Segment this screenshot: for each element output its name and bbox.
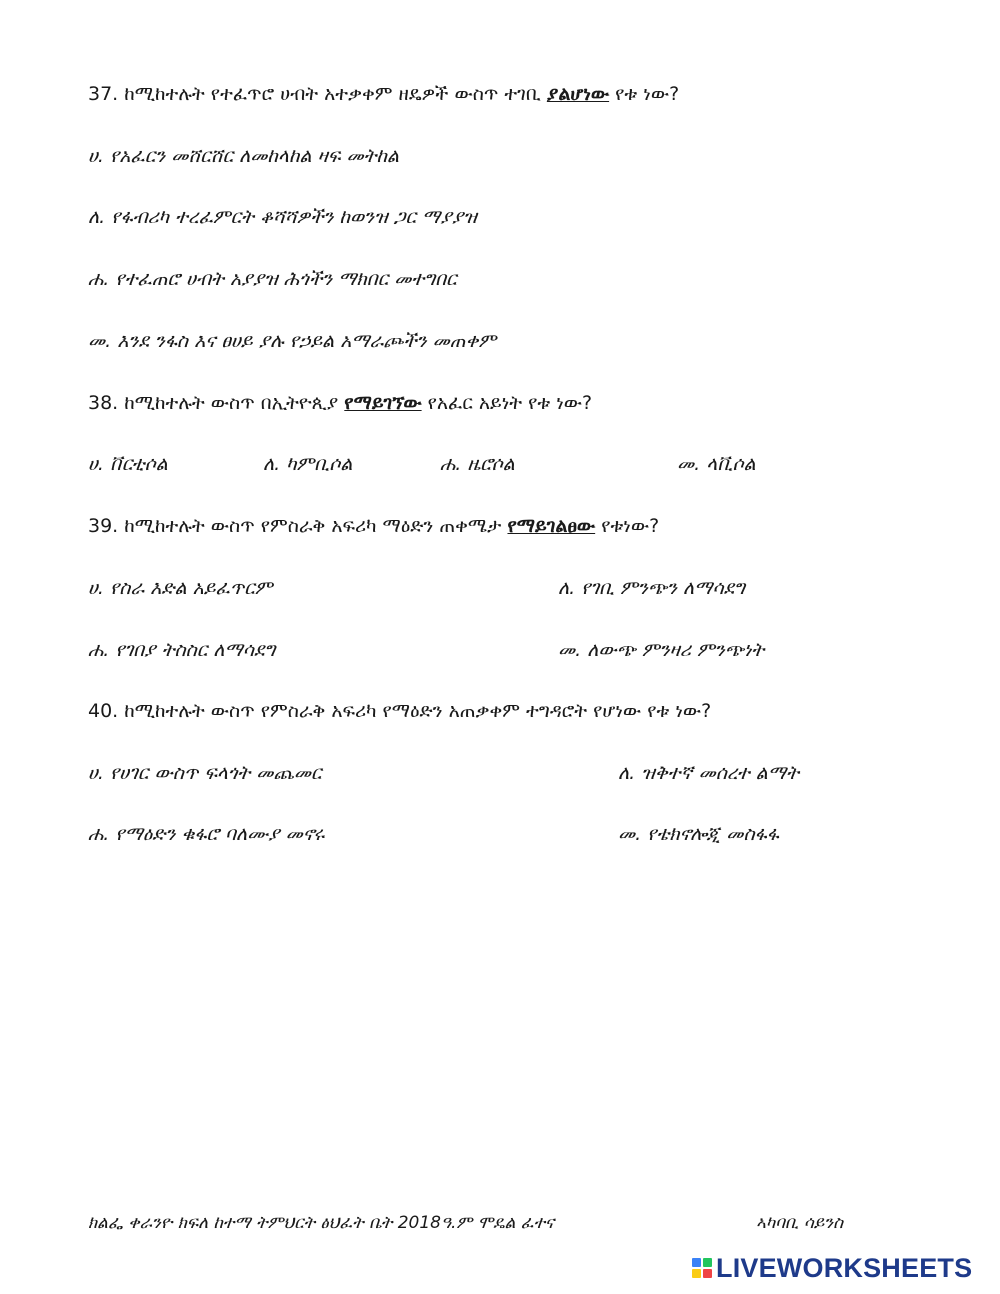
footer-school-info: ክልፌ ቀራንዮ ክፍለ ከተማ ትምህርት ፅህፈት ቤት 2018ዓ.ም ሞዴል ፈተና [88,1213,555,1233]
question-38-option-d: መ. ላቪሶል [677,453,756,475]
question-37-option-a: ሀ. የአፈርን መሸርሸር ለመከላከል ዛፍ መትከል [88,145,399,167]
question-40-option-c: ሐ. የማዕድን ቁፋሮ ባለሙያ መኖሩ [88,823,325,845]
question-40: 40. ከሚከተሉት ውስጥ የምስራቅ አፍሪካ የማዕድን አጠቃቀም ተግዳሮት የሆነው የቱ ነው? [88,700,712,722]
question-38-option-c: ሐ. ዜሮሶል [440,453,515,475]
question-38 [88,391,592,415]
question-37-option-d: መ. እንደ ንፋስ እና ፀሀይ ያሉ የኃይል አማራጮችን መጠቀም [88,330,497,352]
logo-square [692,1269,701,1278]
question-39-emphasis: የማይገልፀው [507,515,596,537]
question-37-option-b: ለ. የፋብሪካ ተረፈምርት ቆሻሻዎችን ከወንዝ ጋር ማያያዝ [88,206,477,228]
logo-square [703,1258,712,1267]
question-37-text-end: የቱ ነው? [609,83,680,105]
question-40-option-b: ለ. ዝቅተኛ መሰረተ ልማት [618,762,799,784]
question-37-option-c: ሐ. የተፈጠሮ ሀብት አያያዝ ሕጎችን ማክበር መተግበር [88,268,457,290]
question-39-text-end: የቱነው? [595,515,660,537]
liveworksheets-wordmark: LIVEWORKSHEETS [716,1252,973,1283]
footer-subject: ኣካባቢ ሳይንስ [756,1213,844,1233]
logo-square [703,1269,712,1278]
question-38-text-end: የአፈር አይነት የቱ ነው? [421,392,593,414]
question-37 [88,82,679,106]
question-39 [88,514,659,538]
question-39-option-a: ሀ. የስራ እድል አይፈጥርም [88,577,273,599]
question-40-option-d: መ. የቴክኖሎጂ መስፋፋ [618,823,779,845]
question-38-option-b: ለ. ካምቢሶል [263,453,353,475]
liveworksheets-logo[interactable] [692,1252,972,1284]
question-39-option-c: ሐ. የገበያ ትስስር ለማሳደግ [88,639,276,661]
question-37-emphasis: ያልሆነው [546,83,610,105]
question-37-text-start: 37. ከሚከተሉት የተፈጥሮ ሀብት አተቃቀም ዘዴዎች ውስጥ ተገቢ [88,83,547,105]
liveworksheets-logo-icon [692,1258,712,1278]
question-39-text-start: 39. ከሚከተሉት ውስጥ የምስራቅ አፍሪካ ማዕድን ጠቀሜታ [88,515,508,537]
question-38-option-a: ሀ. ቨርቲሶል [88,453,168,475]
question-38-emphasis: የማይገኘው [344,392,422,414]
question-40-option-a: ሀ. የሀገር ውስጥ ፍላጎት መጨመር [88,762,322,784]
question-38-text-start: 38. ከሚከተሉት ውስጥ በኢትዮጲያ [88,392,345,414]
question-39-option-d: መ. ለውጭ ምንዛሪ ምንጭነት [558,639,765,661]
question-39-option-b: ለ. የገቢ ምንጭን ለማሳደግ [558,577,745,599]
logo-square [692,1258,701,1267]
